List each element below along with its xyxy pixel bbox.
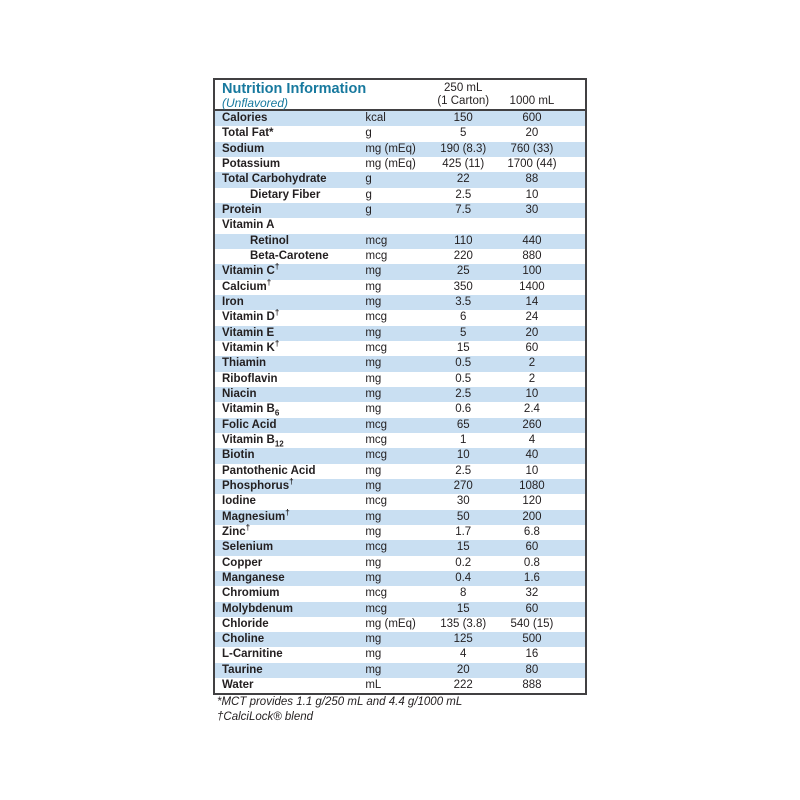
- value-1000ml-cell: 1700 (44): [507, 157, 557, 170]
- nutrient-name-cell: Calcium†: [222, 277, 272, 293]
- nutrient-name-cell: Selenium: [222, 541, 274, 554]
- unit-cell: mcg: [365, 587, 388, 600]
- table-row: [215, 632, 585, 647]
- column-header-1000ml: [496, 80, 585, 109]
- unit-cell: mcg: [365, 234, 388, 247]
- unit-cell: mg: [365, 556, 382, 569]
- table-row: [215, 507, 585, 525]
- nutrient-name-cell: Vitamin A: [222, 219, 275, 232]
- nutrient-name-cell: L-Carnitine: [222, 648, 283, 661]
- unit-cell: mcg: [365, 249, 388, 262]
- unit-cell: mcg: [365, 311, 388, 324]
- value-250ml-cell: 220: [453, 249, 473, 262]
- value-1000ml-cell: 60: [525, 541, 539, 554]
- nutrient-name-cell: Riboflavin: [222, 372, 278, 385]
- value-250ml-cell: 2.5: [455, 188, 472, 201]
- value-250ml-cell: 20: [456, 663, 470, 676]
- unit-cell: mg: [365, 510, 382, 523]
- value-250ml-cell: 8: [460, 587, 467, 600]
- value-250ml-cell: 25: [456, 265, 470, 278]
- title-block: [215, 80, 431, 109]
- unit-cell: mg (mEq): [365, 142, 416, 155]
- table-row: [215, 448, 585, 463]
- nutrient-name-cell: Calories: [222, 112, 268, 124]
- table-title: Nutrition Information: [222, 81, 367, 97]
- table-row: [215, 464, 585, 479]
- table-row: [215, 617, 585, 632]
- nutrient-name-cell: Iron: [222, 295, 244, 308]
- value-250ml-cell: 0.5: [455, 372, 472, 385]
- value-1000ml-cell: 20: [525, 326, 539, 339]
- table-row: [215, 277, 585, 295]
- table-row: [215, 571, 585, 586]
- value-1000ml-cell: 440: [522, 234, 542, 247]
- nutrient-name-cell: Manganese: [222, 571, 285, 584]
- table-subtitle: (Unflavored): [222, 96, 289, 110]
- value-1000ml-cell: 760 (33): [510, 142, 554, 155]
- nutrient-name-cell: Vitamin E: [222, 326, 275, 339]
- value-1000ml-cell: 100: [522, 265, 542, 278]
- value-250ml-cell: 270: [453, 479, 473, 492]
- column-header-1000ml-label: 1000 mL: [509, 95, 555, 107]
- value-1000ml-cell: 10: [525, 188, 539, 201]
- table-row: [215, 556, 585, 571]
- unit-cell: mcg: [365, 341, 388, 354]
- table-row: [215, 218, 585, 233]
- value-1000ml-cell: 10: [525, 387, 539, 400]
- value-1000ml-cell: 32: [525, 587, 539, 600]
- nutrient-name-cell: Retinol: [250, 234, 289, 247]
- nutrient-name-cell: Beta-Carotene: [250, 249, 329, 262]
- value-1000ml-cell: 16: [525, 648, 539, 661]
- value-250ml-cell: 5: [460, 127, 467, 140]
- table-row: [215, 387, 585, 402]
- value-250ml-cell: 6: [460, 311, 467, 324]
- nutrient-name-cell: Copper: [222, 556, 263, 569]
- nutrient-name-cell: Vitamin K†: [222, 339, 280, 354]
- value-250ml-cell: 2.5: [455, 387, 472, 400]
- table-row: [215, 157, 585, 172]
- value-250ml-cell: 7.5: [455, 203, 472, 216]
- value-1000ml-cell: 500: [522, 633, 542, 646]
- value-250ml-cell: 22: [456, 173, 470, 186]
- value-250ml-cell: 135 (3.8): [440, 617, 487, 630]
- table-row: [215, 663, 585, 678]
- nutrient-name-cell: Potassium: [222, 157, 281, 170]
- nutrient-name-cell: Protein: [222, 203, 262, 216]
- column-header-250ml-line2: (1 Carton): [437, 95, 490, 107]
- value-1000ml-cell: 2.4: [523, 403, 540, 416]
- nutrient-name-cell: Biotin: [222, 449, 255, 462]
- table-row: [215, 249, 585, 264]
- table-row: [215, 126, 585, 141]
- value-1000ml-cell: 120: [522, 495, 542, 508]
- value-250ml-cell: 125: [453, 633, 473, 646]
- nutrient-name-cell: Total Carbohydrate: [222, 173, 327, 186]
- value-1000ml-cell: 0.8: [523, 556, 540, 569]
- column-header-250ml-line1: 250 mL: [444, 82, 483, 94]
- unit-cell: mg (mEq): [365, 617, 416, 630]
- value-250ml-cell: 15: [456, 541, 470, 554]
- nutrient-name-cell: Total Fat*: [222, 127, 274, 140]
- table-row: [215, 402, 585, 417]
- value-1000ml-cell: 6.8: [523, 525, 540, 538]
- unit-cell: mcg: [365, 541, 388, 554]
- value-250ml-cell: 150: [453, 112, 473, 124]
- nutrition-information-table: [213, 78, 587, 695]
- table-row: [215, 678, 585, 693]
- value-250ml-cell: 4: [460, 648, 467, 661]
- nutrient-name-cell: Pantothenic Acid: [222, 464, 316, 477]
- table-row: [215, 540, 585, 555]
- table-header: [215, 80, 585, 111]
- footnote-mct: *MCT provides 1.1 g/250 mL and 4.4 g/1000 mL: [217, 696, 463, 708]
- table-row: [215, 647, 585, 662]
- nutrient-name-cell: Chromium: [222, 587, 280, 600]
- nutrient-name-cell: Vitamin D†: [222, 308, 280, 324]
- unit-cell: mcg: [365, 602, 388, 615]
- value-250ml-cell: 65: [456, 418, 470, 431]
- value-250ml-cell: 0.4: [455, 571, 472, 584]
- column-header-250ml: [431, 80, 496, 109]
- unit-cell: mg: [365, 387, 382, 400]
- unit-cell: mg (mEq): [365, 157, 416, 170]
- unit-cell: mg: [365, 479, 382, 492]
- nutrient-name-cell: Choline: [222, 633, 265, 646]
- table-row: [215, 479, 585, 494]
- value-250ml-cell: 425 (11): [442, 157, 485, 170]
- value-1000ml-cell: 260: [522, 418, 542, 431]
- table-row: [215, 203, 585, 218]
- nutrient-name-cell: Dietary Fiber: [250, 188, 321, 201]
- value-1000ml-cell: 2: [528, 372, 536, 385]
- unit-cell: mL: [365, 679, 382, 692]
- unit-cell: mg: [365, 265, 382, 278]
- value-250ml-cell: 15: [456, 602, 470, 615]
- table-row: [215, 172, 585, 187]
- table-row: [215, 356, 585, 371]
- table-row: [215, 142, 585, 157]
- unit-cell: mg: [365, 372, 382, 385]
- unit-cell: mg: [365, 464, 382, 477]
- unit-cell: mcg: [365, 449, 388, 462]
- table-row: [215, 586, 585, 601]
- table-row: [215, 341, 585, 356]
- nutrient-name-cell: Folic Acid: [222, 418, 277, 431]
- value-250ml-cell: 5: [460, 326, 467, 339]
- unit-cell: mg: [365, 357, 382, 370]
- unit-cell: mg: [365, 648, 382, 661]
- nutrient-name-cell: Niacin: [222, 387, 257, 400]
- nutrient-name-cell: Magnesium†: [222, 507, 290, 523]
- unit-cell: mg: [365, 663, 382, 676]
- value-250ml-cell: 0.6: [455, 403, 472, 416]
- unit-cell: kcal: [365, 112, 386, 124]
- nutrient-name-cell: Vitamin $B_6$: [222, 403, 280, 418]
- unit-cell: mg: [365, 571, 382, 584]
- table-row: [215, 111, 585, 126]
- unit-cell: mcg: [365, 418, 388, 431]
- unit-cell: mg: [365, 403, 382, 416]
- table-row: [215, 418, 585, 433]
- table-row: [215, 494, 585, 509]
- table-row: [215, 234, 585, 249]
- value-250ml-cell: 10: [456, 449, 470, 462]
- unit-cell: mcg: [365, 433, 388, 446]
- table-row: [215, 372, 585, 387]
- unit-cell: mg: [365, 280, 382, 293]
- value-250ml-cell: 110: [454, 234, 473, 247]
- value-250ml-cell: 190 (8.3): [440, 142, 487, 155]
- value-250ml-cell: 50: [456, 510, 470, 523]
- table-row: [215, 310, 585, 325]
- unit-cell: mg: [365, 295, 382, 308]
- value-1000ml-cell: 1080: [519, 479, 545, 492]
- nutrition-table-body: [215, 111, 585, 693]
- value-1000ml-cell: 20: [525, 127, 539, 140]
- nutrient-name-cell: Thiamin: [222, 357, 267, 370]
- unit-cell: mg: [365, 326, 382, 339]
- value-250ml-cell: 1: [460, 433, 467, 446]
- footnote-calcilock: †CalciLock® blend: [217, 710, 314, 723]
- nutrient-name-cell: Sodium: [222, 142, 265, 155]
- nutrient-name-cell: Zinc†: [222, 523, 251, 538]
- value-250ml-cell: 1.7: [455, 525, 472, 538]
- value-1000ml-cell: 4: [528, 433, 536, 446]
- value-250ml-cell: 30: [456, 495, 470, 508]
- value-1000ml-cell: 24: [525, 311, 539, 324]
- value-1000ml-cell: 1.6: [523, 571, 540, 584]
- value-250ml-cell: 222: [453, 679, 473, 692]
- table-row: [215, 602, 585, 617]
- nutrient-name-cell: Chloride: [222, 617, 269, 630]
- value-1000ml-cell: 60: [525, 341, 539, 354]
- unit-cell: mcg: [365, 495, 388, 508]
- nutrient-name-cell: Iodine: [222, 495, 256, 508]
- unit-cell: mg: [365, 633, 382, 646]
- value-1000ml-cell: 880: [522, 249, 542, 262]
- value-1000ml-cell: 1400: [519, 280, 545, 293]
- value-1000ml-cell: 10: [525, 464, 539, 477]
- nutrient-name-cell: Taurine: [222, 663, 263, 676]
- table-row: [215, 525, 585, 540]
- table-row: [215, 326, 585, 341]
- value-1000ml-cell: 540 (15): [510, 617, 554, 630]
- value-1000ml-cell: 88: [525, 173, 539, 186]
- value-1000ml-cell: 60: [525, 602, 539, 615]
- value-1000ml-cell: 40: [525, 449, 539, 462]
- value-1000ml-cell: 14: [525, 295, 539, 308]
- nutrient-name-cell: Water: [222, 679, 254, 692]
- nutrient-name-cell: Molybdenum: [222, 602, 293, 615]
- table-row: [215, 433, 585, 448]
- unit-cell: g: [365, 188, 372, 201]
- value-1000ml-cell: 80: [525, 663, 539, 676]
- value-1000ml-cell: 600: [522, 112, 542, 124]
- footnotes: [217, 695, 462, 724]
- table-row: [215, 295, 585, 310]
- unit-cell: g: [365, 173, 372, 186]
- value-1000ml-cell: 888: [522, 679, 542, 692]
- value-250ml-cell: 0.2: [455, 556, 472, 569]
- table-row: [215, 188, 585, 203]
- unit-cell: g: [365, 127, 372, 140]
- value-250ml-cell: 0.5: [455, 357, 472, 370]
- unit-cell: g: [365, 203, 372, 216]
- value-1000ml-cell: 2: [528, 357, 536, 370]
- unit-cell: mg: [365, 525, 382, 538]
- value-250ml-cell: 2.5: [455, 464, 472, 477]
- value-250ml-cell: 350: [453, 280, 473, 293]
- nutrient-name-cell: Vitamin $B_{12}$: [222, 433, 284, 449]
- value-1000ml-cell: 200: [522, 510, 542, 523]
- value-1000ml-cell: 30: [525, 203, 539, 216]
- value-250ml-cell: 3.5: [455, 295, 472, 308]
- nutrient-name-cell: Vitamin C†: [222, 262, 280, 278]
- nutrient-name-cell: Phosphorus†: [222, 477, 294, 492]
- value-250ml-cell: 15: [456, 341, 470, 354]
